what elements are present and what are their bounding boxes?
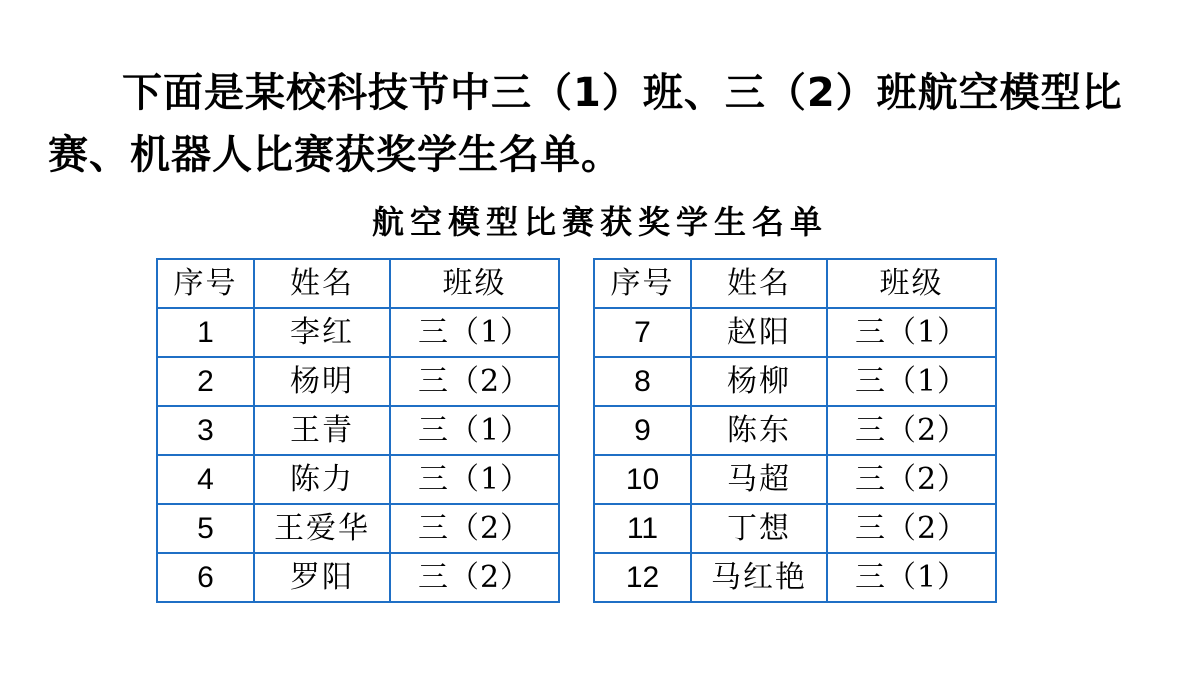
- cell-seq: 3: [157, 406, 254, 455]
- cell-class: 三（1）: [390, 455, 559, 504]
- cell-seq: 2: [157, 357, 254, 406]
- cell-seq: 5: [157, 504, 254, 553]
- table-row: [594, 357, 996, 406]
- cell-name: 陈力: [254, 455, 390, 504]
- cell-name: 丁想: [691, 504, 827, 553]
- winners-table-right: [593, 258, 997, 603]
- header-name: 姓名: [691, 259, 827, 308]
- cell-name: 杨柳: [691, 357, 827, 406]
- header-name: 姓名: [254, 259, 390, 308]
- header-class: 班级: [390, 259, 559, 308]
- cell-class: 三（2）: [827, 455, 996, 504]
- cell-class: 三（2）: [390, 553, 559, 602]
- cell-name: 罗阳: [254, 553, 390, 602]
- table-row: [594, 553, 996, 602]
- cell-class: 三（1）: [390, 308, 559, 357]
- cell-name: 陈东: [691, 406, 827, 455]
- table-row: [157, 406, 559, 455]
- table-row: [594, 406, 996, 455]
- table-row: [594, 308, 996, 357]
- cell-seq: 9: [594, 406, 691, 455]
- table-title: 航空模型比赛获奖学生名单: [371, 203, 828, 241]
- cell-seq: 1: [157, 308, 254, 357]
- cell-name: 王青: [254, 406, 390, 455]
- header-class: 班级: [827, 259, 996, 308]
- cell-seq: 11: [594, 504, 691, 553]
- table-row: [157, 504, 559, 553]
- table-row: [157, 308, 559, 357]
- cell-seq: 8: [594, 357, 691, 406]
- cell-class: 三（1）: [827, 357, 996, 406]
- cell-name: 李红: [254, 308, 390, 357]
- cell-class: 三（2）: [390, 357, 559, 406]
- intro-paragraph: 下面是某校科技节中三（1）班、三（2）班航空模型比赛、机器人比赛获奖学生名单。: [48, 70, 1123, 178]
- header-seq: 序号: [594, 259, 691, 308]
- cell-seq: 6: [157, 553, 254, 602]
- cell-class: 三（1）: [827, 308, 996, 357]
- cell-class: 三（1）: [827, 553, 996, 602]
- cell-name: 赵阳: [691, 308, 827, 357]
- table-row: [157, 455, 559, 504]
- cell-class: 三（1）: [390, 406, 559, 455]
- table-row: [157, 553, 559, 602]
- header-seq: 序号: [157, 259, 254, 308]
- cell-seq: 4: [157, 455, 254, 504]
- winners-table-left: [156, 258, 560, 603]
- cell-name: 杨明: [254, 357, 390, 406]
- cell-class: 三（2）: [827, 504, 996, 553]
- cell-class: 三（2）: [390, 504, 559, 553]
- cell-seq: 12: [594, 553, 691, 602]
- table-header-row: [157, 259, 559, 308]
- table-row: [157, 357, 559, 406]
- table-row: [594, 455, 996, 504]
- cell-seq: 10: [594, 455, 691, 504]
- cell-class: 三（2）: [827, 406, 996, 455]
- cell-name: 马红艳: [691, 553, 827, 602]
- cell-name: 马超: [691, 455, 827, 504]
- cell-seq: 7: [594, 308, 691, 357]
- table-row: [594, 504, 996, 553]
- table-header-row: [594, 259, 996, 308]
- cell-name: 王爱华: [254, 504, 390, 553]
